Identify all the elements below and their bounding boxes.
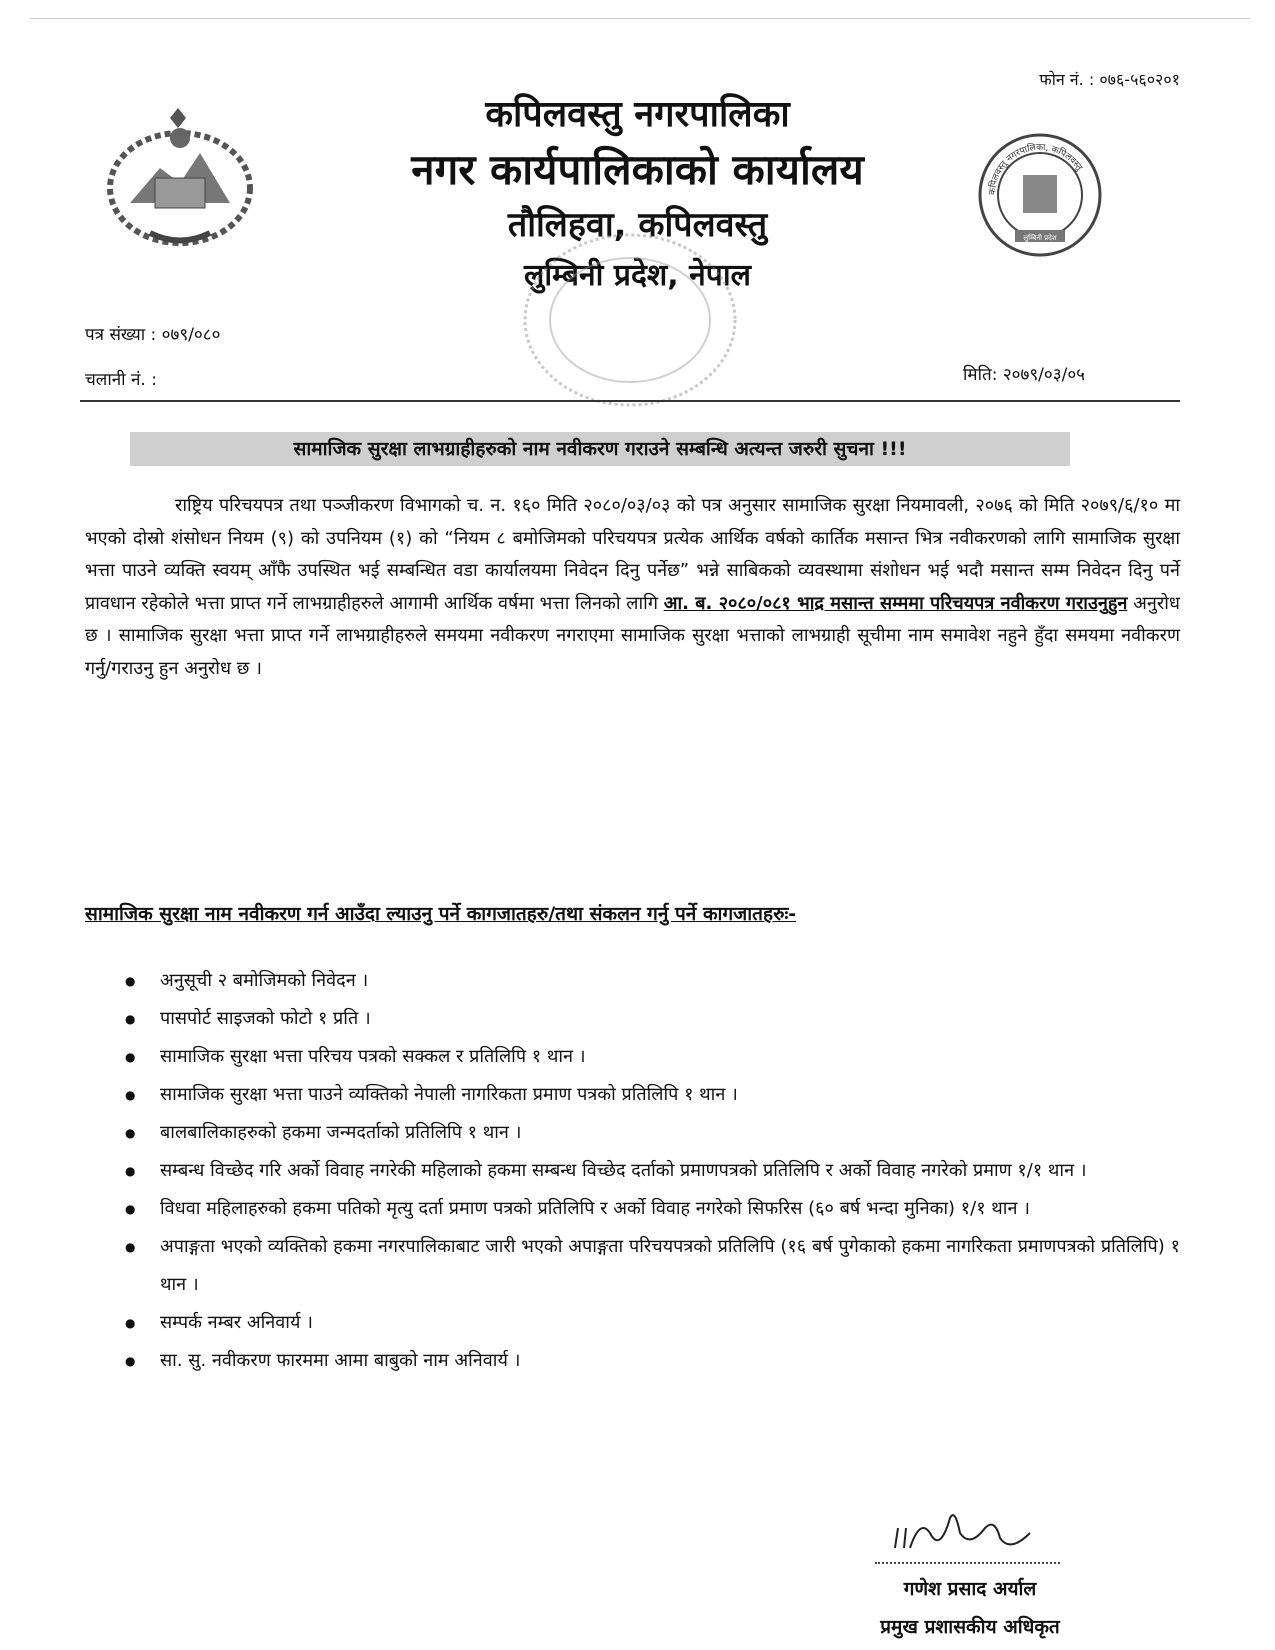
list-item: ● सामाजिक सुरक्षा भत्ता परिचय पत्रको सक्कल र प्रतिलिपि १ थान । [125, 1038, 1180, 1076]
documents-list [125, 962, 1180, 1380]
list-item: ● अनुसूची २ बमोजिमको निवेदन । [125, 962, 1180, 1000]
office-name: नगर कार्यपालिकाको कार्यालय [411, 145, 864, 194]
seal-bottom-text: लुम्बिनी प्रदेश [1023, 234, 1057, 242]
province-name: लुम्बिनी प्रदेश, नेपाल [524, 258, 751, 293]
office-stamp-icon [515, 225, 745, 415]
letter-date: मिति: २०७९/०३/०५ [963, 365, 1085, 385]
handwritten-signature-icon [890, 1498, 1040, 1558]
notice-subject: सामाजिक सुरक्षा लाभग्राहीहरुको नाम नवीकरण गराउने सम्बन्धि अत्यन्त जरुरी सुचना !!! [130, 432, 1070, 466]
list-item: ● बालबालिकाहरुको हकमा जन्मदर्ताको प्रतिलिपि १ थान । [125, 1114, 1180, 1152]
list-item: ● विधवा महिलाहरुको हकमा पतिको मृत्यु दर्ता प्रमाण पत्रको प्रतिलिपि र अर्को विवाह नगरेको सिफरिस (६० बर्ष भन्दा मुनिका) १/१ थान । [125, 1190, 1180, 1228]
list-item: ● सम्बन्ध विच्छेद गरि अर्को विवाह नगरेकी महिलाको हकमा सम्बन्ध विच्छेद दर्ताको प्रमाणपत्रको प्रतिलिपि र अर्को विवाह नगरेको प्रमाण १/१ थान । [125, 1152, 1180, 1190]
body-text-emphasis: आ. ब. २०८०/०८१ भाद्र मसान्त सम्ममा परिचयपत्र नवीकरण गराउनुहुन [663, 592, 1128, 614]
documents-heading: सामाजिक सुरक्षा नाम नवीकरण गर्न आउँदा ल्याउनु पर्ने कागजातहरु/तथा संकलन गर्नु पर्ने कागजातहरुः- [85, 903, 797, 925]
body-text-after: अनुरोध छ । सामाजिक सुरक्षा भत्ता प्राप्त गर्ने लाभग्राहीहरुले समयमा नवीकरण नगराएमा सामाजिक सुरक्षा भत्ताको लाभग्राही सूचीमा नाम समावेश नहुने हुँदा समयमा नवीकरण गर्नु/गराउनु हुन अनुरोध छ । [85, 592, 1180, 679]
list-item: ● सम्पर्क नम्बर अनिवार्य । [125, 1304, 1180, 1342]
municipality-name: कपिलवस्तु नगरपालिका [485, 94, 790, 135]
signatory-title: प्रमुख प्रशासकीय अधिकृत [880, 1616, 1060, 1638]
dispatch-number: चलानी नं. : [85, 370, 157, 390]
letter-number: पत्र संख्या : ०७९/०८० [85, 325, 221, 345]
phone-number: फोन नं. : ०७६-५६०२०१ [1039, 70, 1180, 89]
list-item: ● पासपोर्ट साइजको फोटो १ प्रति । [125, 1000, 1180, 1038]
body-text-before: राष्ट्रिय परिचयपत्र तथा पञ्जीकरण विभागको च. न. १६० मिति २०८०/०३/०३ को पत्र अनुसार सामाजिक सुरक्षा नियमावली, २०७६ को मिति २०७९/६/१० मा भएको दोस्रो शंसोधन नियम (९) को उपनियम (१) को “नियम ८ बमोजिमको परिचयपत्र प्रत्येक आर्थिक वर्षको कार्तिक मसान्त भित्र नवीकरणको लागि सामाजिक सुरक्षा भत्ता पाउने व्यक्ति स्वयम् आँफै उपस्थित भई सम्बन्धित वडा कार्यालयमा निवेदन दिनु पर्नेछ” भन्ने साबिकको व्यवस्थामा संशोधन भई भदौ मसान्त सम्म निवेदन दिनु पर्ने प्रावधान रहेकोले भत्ता प्राप्त गर्ने लाभग्राहीहरुले आगामी आर्थिक वर्षमा भत्ता लिनको लागि [85, 495, 1180, 614]
scan-edge-line [30, 18, 1250, 19]
signatory-name: गणेश प्रसाद अर्याल [903, 1578, 1037, 1600]
header-divider [80, 400, 1180, 402]
office-location: तौलिहवा, कपिलवस्तु [507, 205, 768, 245]
signature-line [875, 1562, 1060, 1564]
list-item: ● अपाङ्गता भएको व्यक्तिको हकमा नगरपालिकाबाट जारी भएको अपाङ्गता परिचयपत्रको प्रतिलिपि (१६ बर्ष पुगेकाको हकमा नागरिकता प्रमाणपत्रको प्रतिलिपि) १ थान । [125, 1228, 1180, 1304]
notice-body [85, 490, 1180, 685]
list-item: ● सा. सु. नवीकरण फारममा आमा बाबुको नाम अनिवार्य । [125, 1342, 1180, 1380]
municipality-seal-icon [975, 130, 1105, 260]
list-item: ● सामाजिक सुरक्षा भत्ता पाउने व्यक्तिको नेपाली नागरिकता प्रमाण पत्रको प्रतिलिपि १ थान । [125, 1076, 1180, 1114]
seal-text: कपिलवस्तु नगरपालिका, कपिलवस्तु [987, 142, 1084, 196]
